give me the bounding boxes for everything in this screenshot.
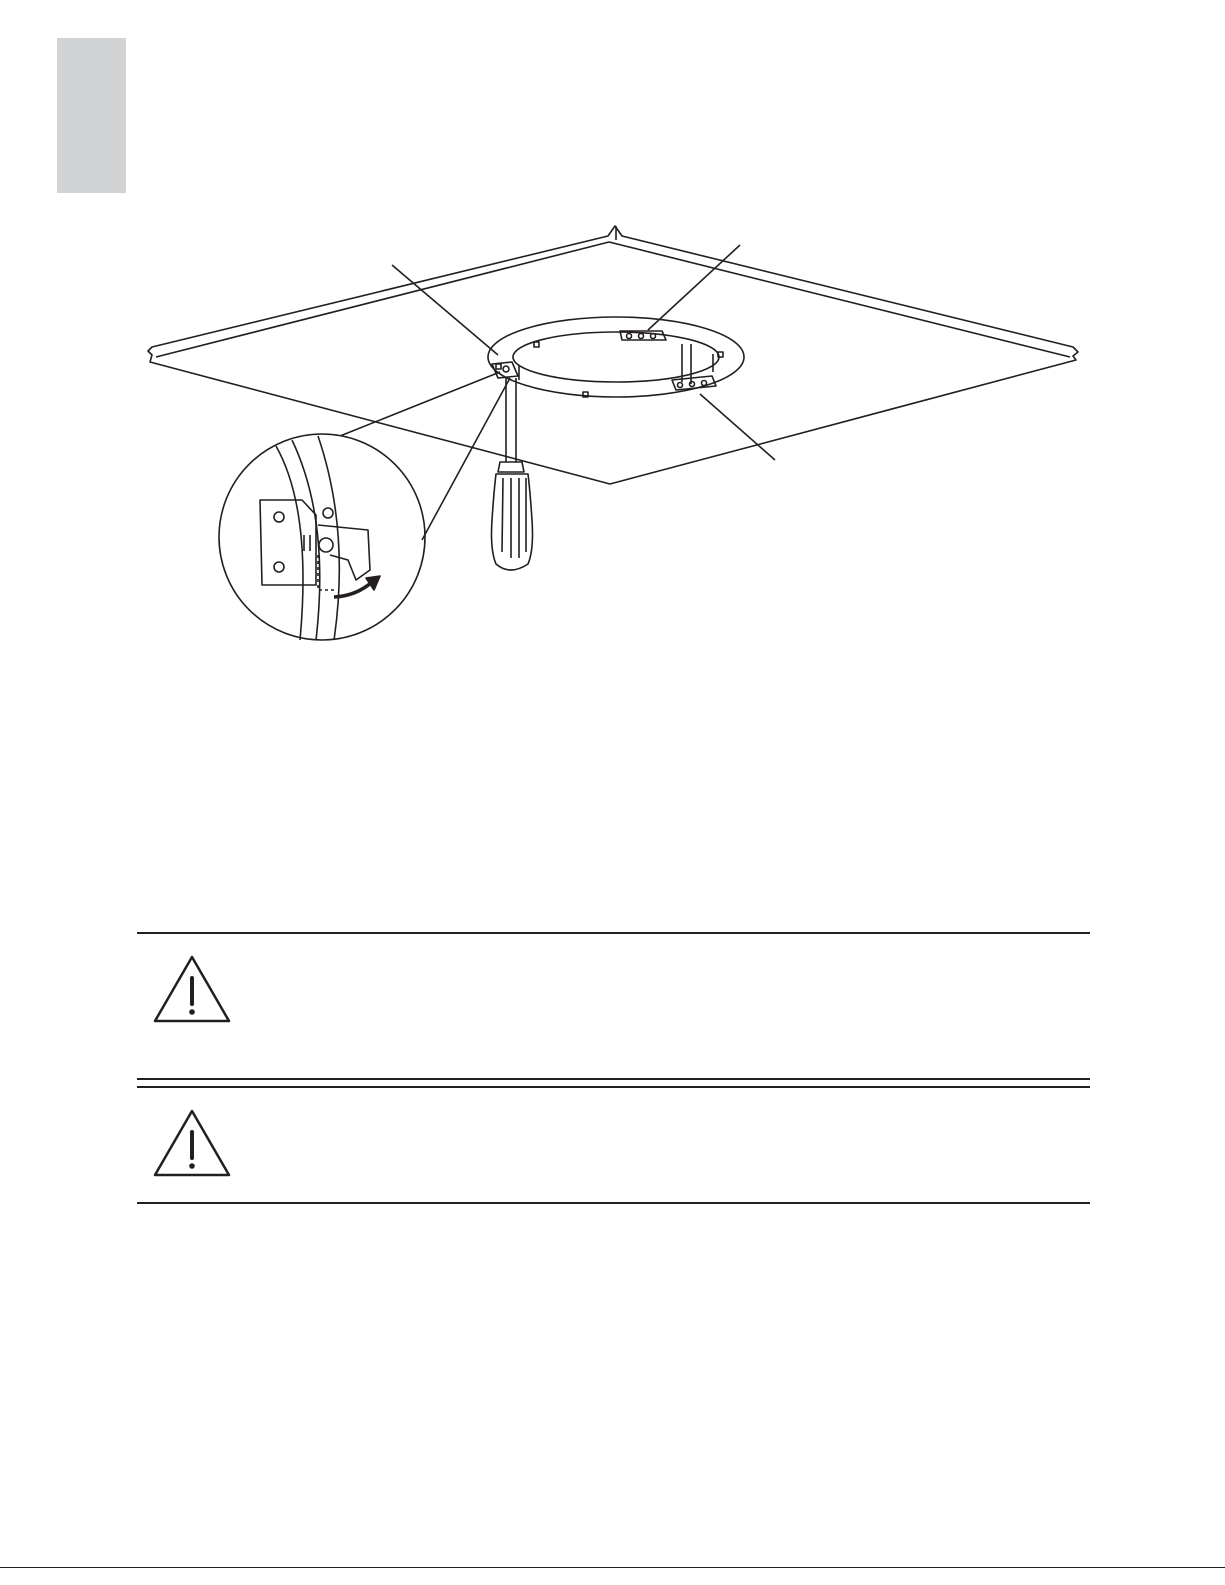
warning-block	[137, 1086, 1090, 1206]
screwdriver-icon	[492, 378, 533, 570]
ceiling-tile-icon	[148, 226, 1078, 484]
divider	[137, 1086, 1090, 1088]
warning-triangle-icon	[152, 1108, 232, 1178]
divider	[137, 1202, 1090, 1204]
warning-block	[137, 932, 1090, 1082]
clamp-detail-magnifier-icon	[219, 434, 425, 640]
divider	[137, 932, 1090, 934]
footer-divider	[0, 1567, 1225, 1568]
warning-triangle-icon	[152, 954, 232, 1024]
divider	[137, 1078, 1090, 1080]
mounting-ring-icon	[488, 317, 744, 397]
installation-figure	[0, 0, 1225, 660]
